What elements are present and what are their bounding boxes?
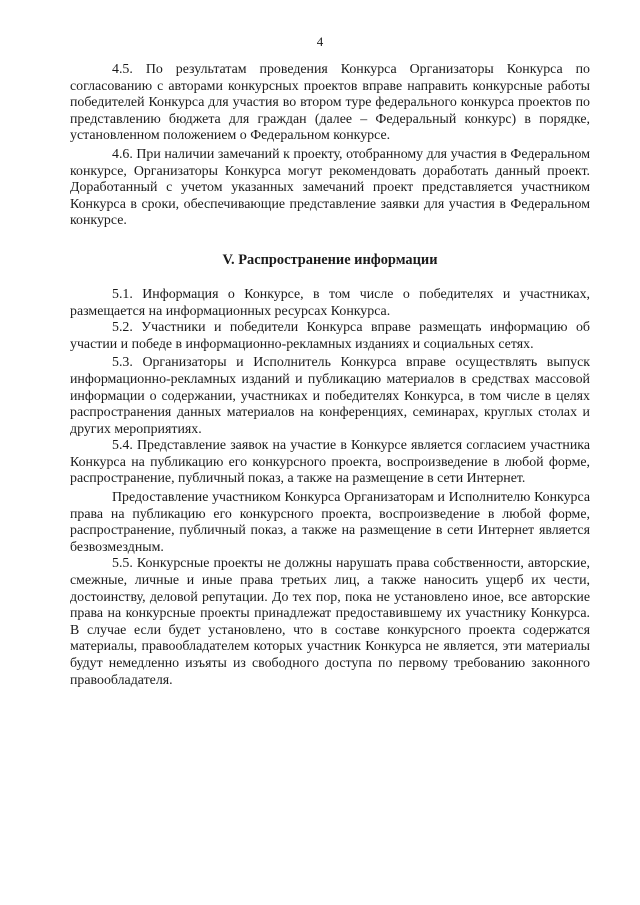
paragraph-4-6: 4.6. При наличии замечаний к проекту, отобранному для участия в Федеральном конкурсе, Организаторы Конкурса могут рекомендовать доработать данный проект. Доработанный с учетом указанных замечаний проект представляется участником Конкурса в сроки, обеспечивающие представление заявки для участия в Федеральном конкурсе. bbox=[70, 146, 590, 229]
paragraph-5-1: 5.1. Информация о Конкурсе, в том числе о победителях и участниках, размещается на информационных ресурсах Конкурса. bbox=[70, 286, 590, 319]
paragraph-5-2: 5.2. Участники и победители Конкурса вправе размещать информацию об участии и победе в информационно-рекламных изданиях и социальных сетях. bbox=[70, 320, 590, 352]
paragraph-5-5: 5.5. Конкурсные проекты не должны нарушать права собственности, авторские, смежные, личные и иные права третьих лиц, а также наносить ущерб их чести, достоинству, деловой репутации. До тех пор, пока не установлено иное, все авторские права на конкурсные проекты принадлежат предоставившему их участнику Конкурса. В случае если будет установлено, что в составе конкурсного проекта содержатся материалы, правообладателем которых участник Конкурса не является, эти материалы будут немедленно изъяты из свободного доступа по первому требованию законного правообладателя. bbox=[70, 556, 590, 688]
paragraph-5-4: 5.4. Представление заявок на участие в Конкурсе является согласием участника Конкурса на публикацию его конкурсного проекта, воспроизведение в любой форме, распространение, публичный показ, а также на размещение в сети Интернет. bbox=[70, 438, 590, 487]
paragraph-5-4-continued: Предоставление участником Конкурса Организаторам и Исполнителю Конкурса права на публикацию его конкурсного проекта, воспроизведение в любой форме, распространение, публичный показ, а также на размещение в сети Интернет является безвозмездным. bbox=[70, 490, 590, 555]
document-body bbox=[70, 62, 590, 689]
paragraph-5-3: 5.3. Организаторы и Исполнитель Конкурса вправе осуществлять выпуск информационно-рекламных изданий и публикацию материалов в средствах массовой информации о содержании, участниках и победителях Конкурса, в том числе в целях распространения данных материалов на конференциях, семинарах, круглых столах и других мероприятиях. bbox=[70, 355, 590, 437]
section-heading: V. Распространение информации bbox=[222, 251, 438, 268]
page-number: 4 bbox=[316, 34, 324, 49]
paragraph-4-5: 4.5. По результатам проведения Конкурса Организаторы Конкурса по согласованию с авторами конкурсных проектов вправе направить конкурсные работы победителей Конкурса для участия во втором туре федерального конкурса проектов по представлению бюджета для граждан (далее – Федеральный конкурс) в порядке, установленном положением о Федеральном конкурсе. bbox=[70, 62, 590, 144]
